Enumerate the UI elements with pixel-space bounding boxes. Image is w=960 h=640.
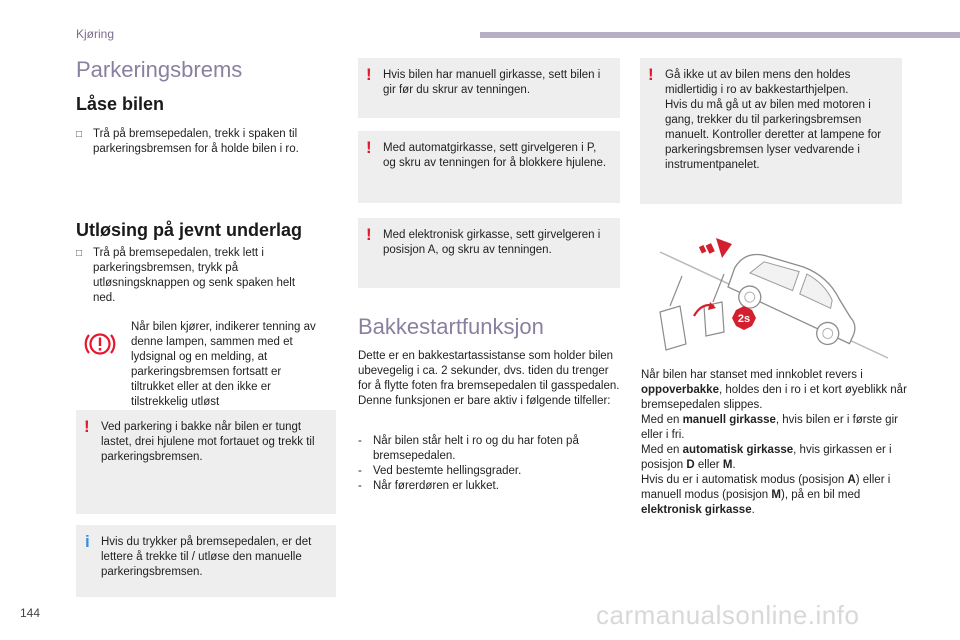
list-item: - Når bilen står helt i ro og du har foten på bremsepedalen. [358,435,579,462]
lock-bullet [76,127,326,157]
hill-start-illustration [640,216,892,364]
lock-heading: Låse bilen [76,94,165,114]
hill-start-description [641,368,911,518]
exclamation-icon: ! [366,65,372,84]
leave-vehicle-warning-box [640,58,902,204]
info-text: Hvis du trykker på bremsepedalen, er det lettere å trekke til / utløse den manuelle parkeringsbremsen. [101,536,312,578]
hill-start-conditions [358,434,620,494]
exclamation-icon: ! [366,138,372,157]
arrow-icon [699,238,732,258]
reverse-uphill-paragraph: Når bilen har stanset med innkoblet revers i oppoverbakke, holdes den i ro i et kort øyeblikk når bremsepedalen slippes. [641,369,907,411]
info-icon: i [85,532,90,551]
page-title: Parkeringsbrems [76,57,243,82]
release-heading: Utløsing på jevnt underlag [76,220,303,240]
lock-bullet-text: Trå på bremsepedalen, trekk i spaken til parkeringsbremsen for å holde bilen i ro. [93,128,299,155]
hill-start-title: Bakkestartfunksjon [358,314,544,339]
check-box-icon: □ [76,248,83,259]
watermark: carmanualsonline.info [596,600,860,630]
auto-gearbox-warning-box [358,131,620,203]
check-box-icon: □ [76,129,83,140]
list-item: - Når førerdøren er lukket. [358,480,499,492]
manual-gearbox-paragraph: Med en manuell girkasse, hvis bilen er i første gir eller i fri. [641,414,898,441]
header-bar [480,32,960,38]
release-bullet [76,246,316,306]
electronic-gearbox-paragraph: Hvis du er i automatisk modus (posisjon A) eller i manuell modus (posisjon M), på en bil med elektronisk girkasse. [641,474,891,516]
timer-badge-icon [732,306,756,330]
exclamation-icon: ! [366,225,372,244]
parking-brake-warning-lamp-icon [84,328,116,360]
auto-gearbox-text: Med automatgirkasse, sett girvelgeren i P, og skru av tenningen for å blokkere hjulene. [383,142,607,169]
car-icon [722,241,871,354]
warning-lamp-text: Når bilen kjører, indikerer tenning av denne lampen, sammen med et lydsignal og en melding, at parkeringsbremsen fortsatt er tiltrukket eller at den ikke er tilstrekkelig utløst [131,321,316,408]
info-box [76,525,336,597]
condition-text: Når bilen står helt i ro og du har foten på bremsepedalen. [373,435,579,462]
manual-gearbox-warning-box [358,58,620,118]
automatic-gearbox-paragraph: Med en automatisk girkasse, hvis girkassen er i posisjon D eller M. [641,444,892,471]
page-number: 144 [20,606,41,620]
pedals-icon [660,274,724,350]
release-bullet-text: Trå på bremsepedalen, trekk lett i parkeringsbremsen, trykk på utløsningsknappen og senk spaken helt ned. [93,247,296,304]
timer-label: 2s [737,313,751,325]
exclamation-icon: ! [648,65,654,84]
condition-text: Når førerdøren er lukket. [373,480,499,492]
electronic-gearbox-warning-box [358,218,620,288]
exclamation-icon: ! [84,417,90,436]
slope-parking-text: Ved parkering i bakke når bilen er tungt lastet, drei hjulene mot fortauet og trekk til parkeringsbremsen. [101,421,315,463]
slope-parking-warning-box [76,410,336,514]
list-item: - Ved bestemte hellingsgrader. [358,465,522,477]
electronic-gearbox-text: Med elektronisk girkasse, sett girvelgeren i posisjon A, og skru av tenningen. [383,229,601,256]
hill-start-intro: Dette er en bakkestartassistanse som holder bilen ubevegelig i ca. 2 sekunder, dvs. tiden du trenger for å flytte foten fra bremsepedalen til gasspedalen. Denne funksjonen er bare aktiv i følgende tilfeller: [358,350,620,407]
manual-gearbox-text: Hvis bilen har manuell girkasse, sett bilen i gir før du skrur av tenningen. [383,69,601,96]
leave-vehicle-text: Gå ikke ut av bilen mens den holdes midlertidig i ro av bakkestarthjelpen. Hvis du må gå ut av bilen med motoren i gang, trekker du til parkeringsbremsen manuelt. Kontroller deretter at lampene for parkeringsbremsen lyser vedvarende i instrumentpanelet. [665,69,882,171]
section-header: Kjøring [76,27,115,41]
condition-text: Ved bestemte hellingsgrader. [373,465,522,477]
